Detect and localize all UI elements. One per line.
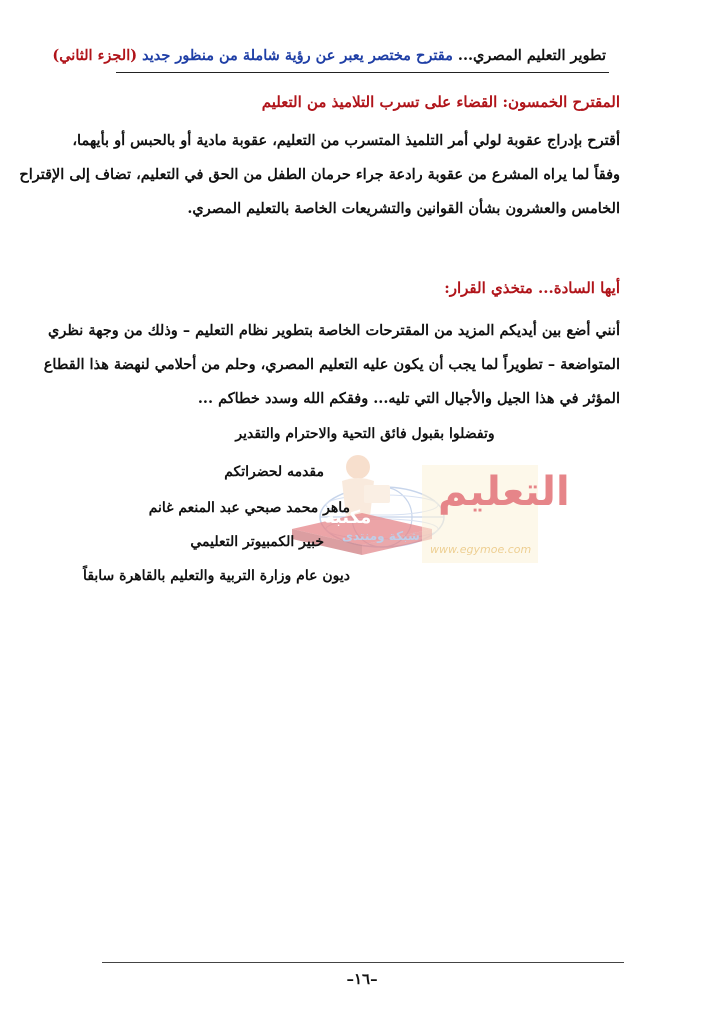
signature-author-position: ديون عام وزارة التربية والتعليم بالقاهرة سابقاً: [83, 568, 350, 584]
signature-author-title: خبير الكمبيوتر التعليمي: [190, 534, 324, 550]
watermark-book-label: مكتبة: [324, 507, 372, 528]
section-heading-decision-makers: أيها السادة... متخذي القرار:: [444, 279, 620, 297]
proposal-50-paragraph: [19, 124, 620, 226]
paragraph-line: وفقاً لما يراه المشرع من عقوبة رادعة جراء حرمان الطفل من الحق في التعليم، تضاف إلى الإقتراح: [19, 166, 620, 183]
paragraph-line: المؤثر في هذا الجيل والأجيال التي تليه... وفقكم الله وسدد خطاكم ...: [197, 390, 620, 407]
signature-presented-by: مقدمه لحضراتكم: [224, 464, 324, 480]
page-number: –١٦–: [346, 970, 378, 988]
header-title-blue: مقترح مختصر يعبر عن رؤية شاملة من منظور جديد: [142, 47, 453, 64]
signature-author-name: ماهر محمد صبحي عبد المنعم غانم: [148, 500, 350, 516]
paragraph-line: أقترح بإدراج عقوبة لولي أمر التلميذ المتسرب من التعليم، عقوبة مادية أو بالحبس أو بأيهما،: [72, 132, 620, 149]
header-part-label: (الجزء الثاني): [52, 47, 143, 64]
header-divider: [116, 72, 609, 73]
section-heading-proposal-50: المقترح الخمسون: القضاء على تسرب التلاميذ من التعليم: [261, 93, 620, 111]
watermark-url-text: www.egymoe.com: [430, 543, 532, 556]
running-header: [52, 44, 606, 68]
header-title-plain: تطوير التعليم المصري...: [452, 47, 606, 64]
closing-salutation: وتفضلوا بقبول فائق التحية والاحترام والتقدير: [235, 426, 495, 442]
footer-divider: [102, 962, 624, 963]
watermark-tagline-text: شبكة ومنتدى: [342, 529, 420, 543]
paragraph-line: أنني أضع بين أيديكم المزيد من المقترحات الخاصة بتطوير نظام التعليم – وذلك من وجهة نظري: [48, 322, 620, 339]
watermark-brand-text: التعليم: [438, 469, 570, 515]
paragraph-line: الخامس والعشرون بشأن القوانين والتشريعات الخاصة بالتعليم المصري.: [187, 200, 620, 217]
paragraph-line: المتواضعة – تطويراً لما يجب أن يكون عليه التعليم المصري، وحلم من أحلامي لنهضة هذا القطاع: [43, 356, 620, 373]
closing-paragraph: [43, 314, 620, 416]
